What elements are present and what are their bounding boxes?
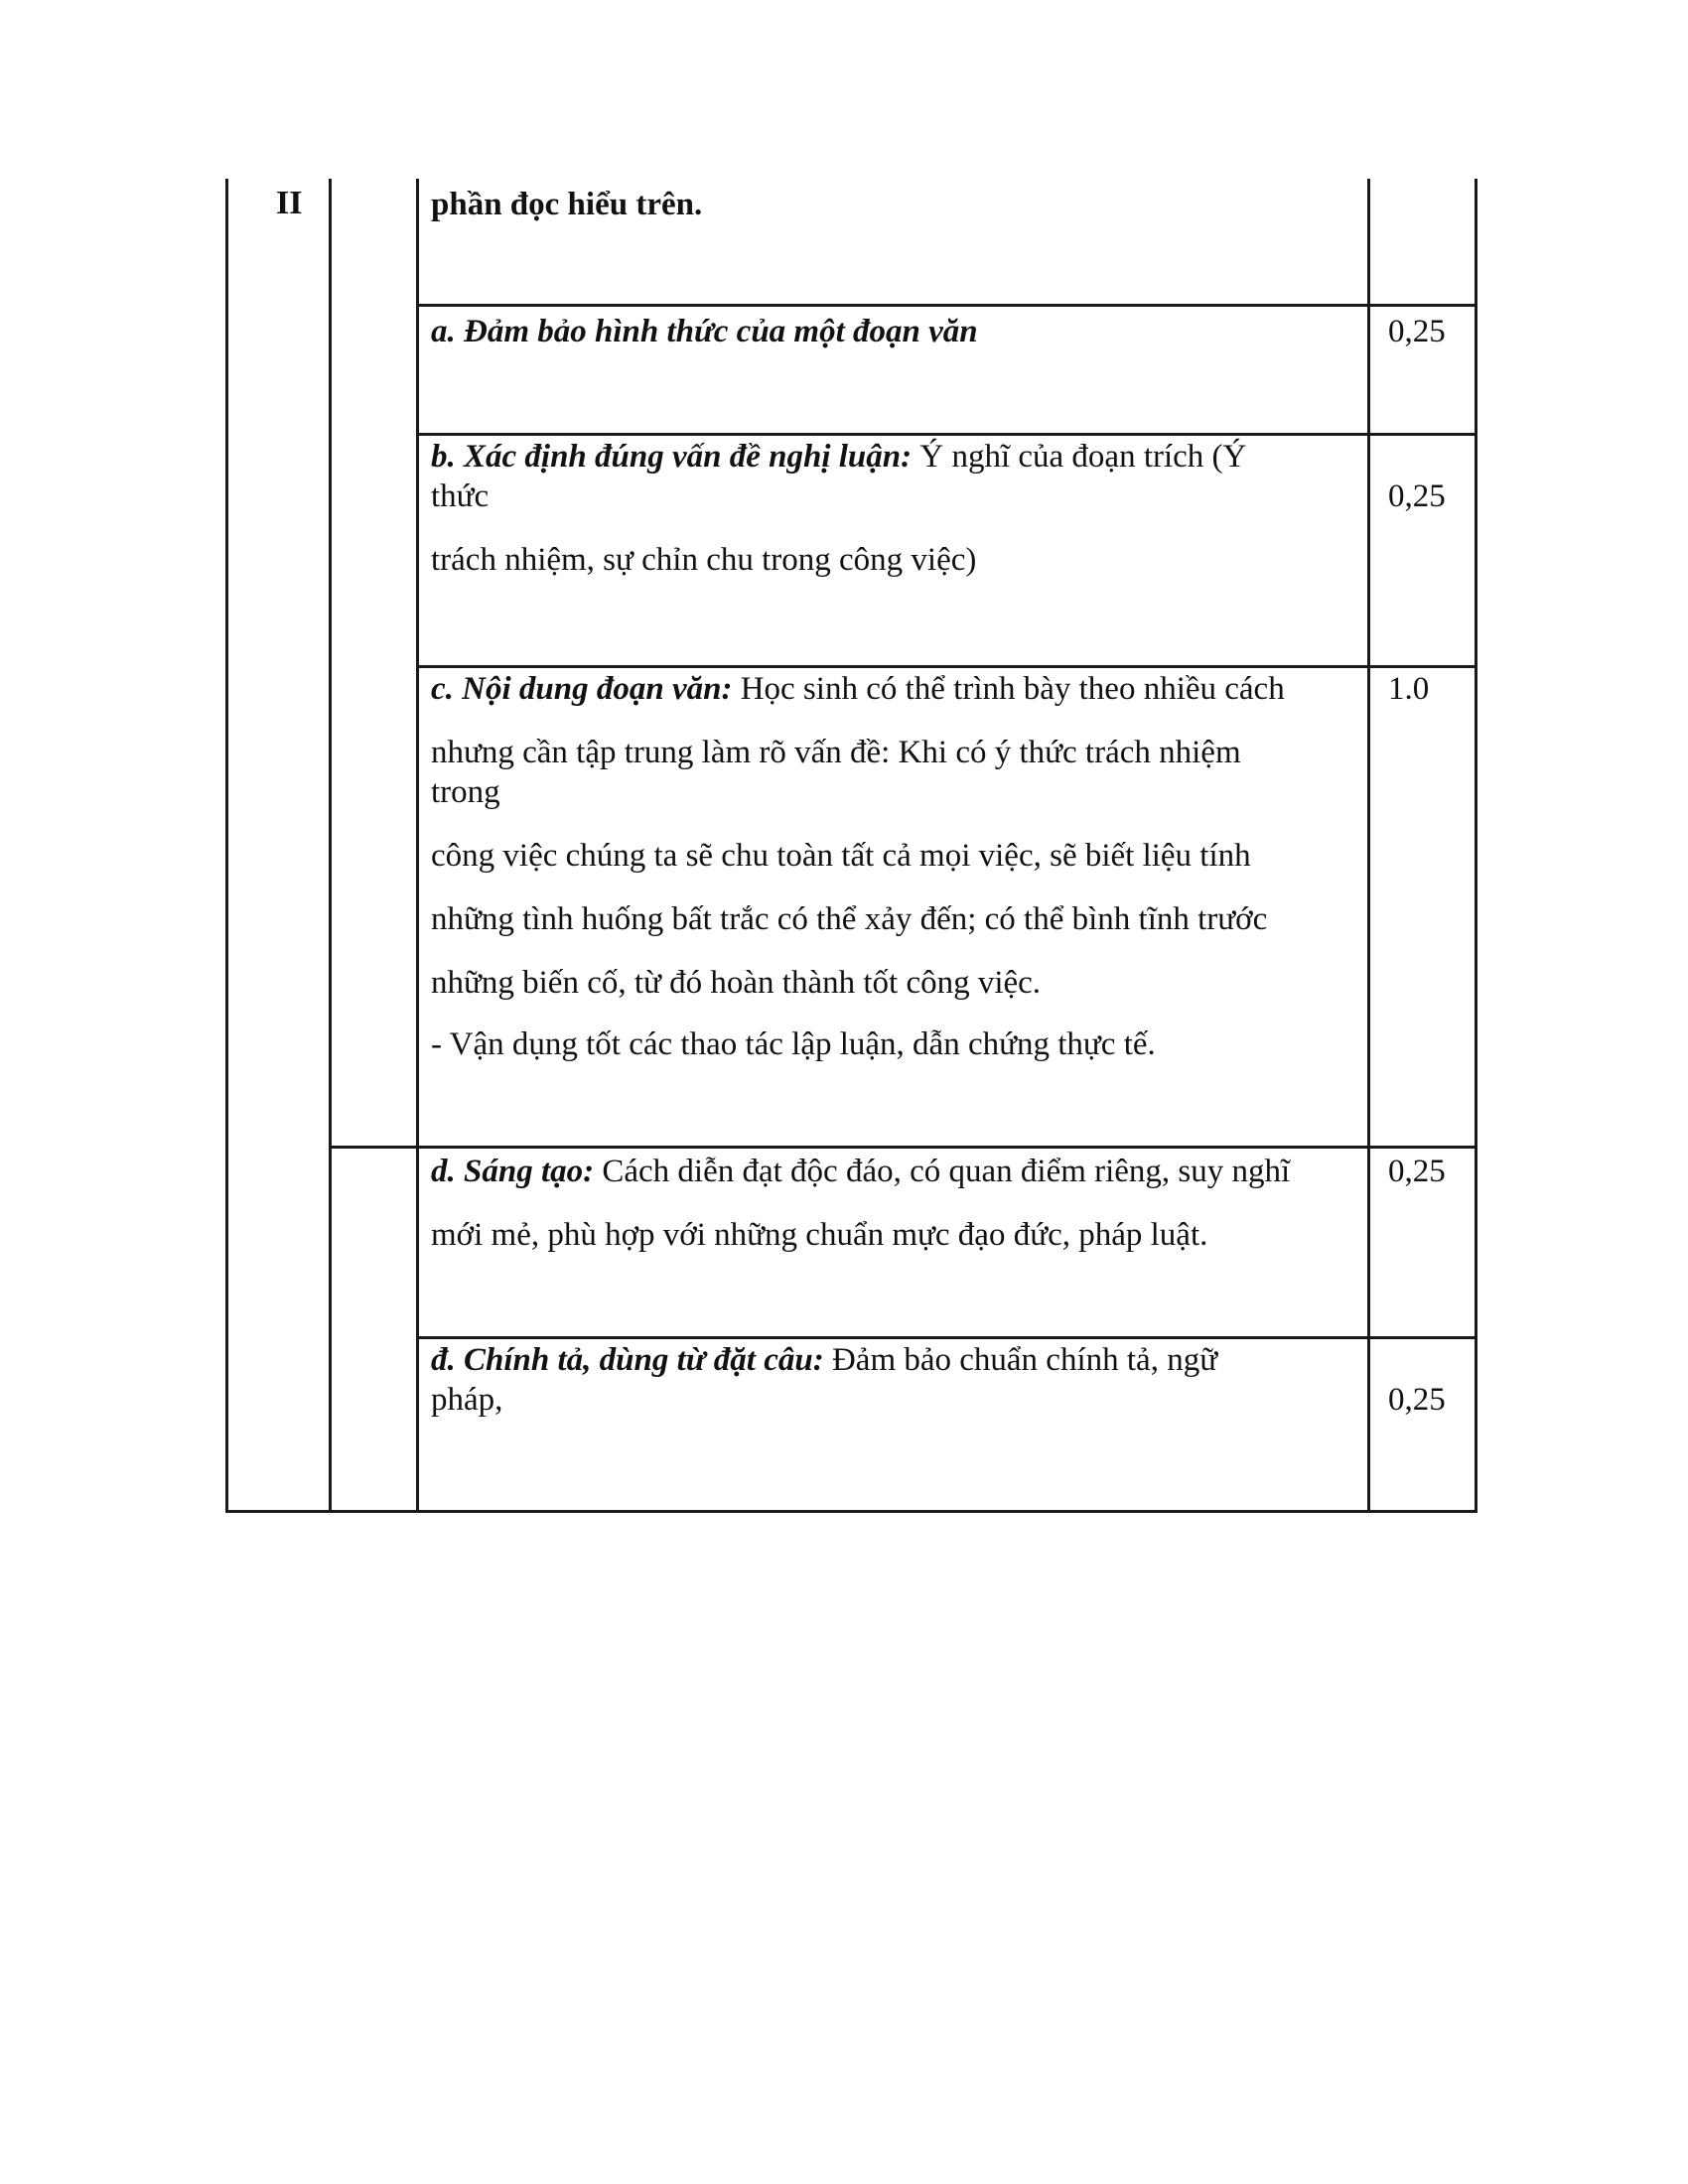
section-label: II (276, 185, 303, 221)
criterion-c-line-7: - Vận dụng tốt các thao tác lập luận, dẫn chứng thực tế. (431, 1026, 1156, 1062)
criterion-b-line-1-text: Ý nghĩ của đoạn trích (Ý (919, 439, 1247, 475)
criterion-dd-line-1 (431, 1340, 1217, 1380)
table-divider-1 (329, 179, 332, 1513)
criterion-a-score: 0,25 (1388, 314, 1446, 349)
criterion-d-line-1-text: Cách diễn đạt độc đáo, có quan điểm riêng, suy nghĩ (602, 1154, 1291, 1189)
criterion-c-heading: c. Nội dung đoạn văn: (431, 671, 733, 707)
criterion-b-heading: b. Xác định đúng vấn đề nghị luận: (431, 439, 913, 475)
criterion-c-line-1 (431, 669, 1285, 709)
criterion-d-text (431, 1152, 1290, 1255)
criterion-b-line-3: trách nhiệm, sự chỉn chu trong công việc) (431, 542, 977, 578)
intro-text: phần đọc hiểu trên. (431, 187, 703, 222)
table-border-bottom (225, 1510, 1477, 1513)
criterion-b-score: 0,25 (1388, 478, 1446, 514)
criterion-b-line-2: thức (431, 478, 490, 514)
criterion-d-line-2: mới mẻ, phù hợp với những chuẩn mực đạo đức, pháp luật. (431, 1217, 1208, 1253)
row-divider-3 (416, 665, 1477, 668)
criterion-c-line-1-text: Học sinh có thể trình bày theo nhiều cách (740, 671, 1285, 707)
table-divider-3 (1367, 179, 1370, 1513)
criterion-c-line-3: trong (431, 774, 500, 810)
criterion-dd-line-1-text: Đảm bảo chuẩn chính tả, ngữ (831, 1342, 1218, 1378)
row-divider-5 (416, 1336, 1477, 1339)
criterion-c-score: 1.0 (1388, 671, 1430, 707)
criterion-a-heading: a. Đảm bảo hình thức của một đoạn văn (431, 314, 978, 349)
criterion-c-line-5: những tình huống bất trắc có thể xảy đến; có thể bình tĩnh trước (431, 901, 1268, 937)
table-divider-2 (416, 179, 419, 1513)
row-divider-1 (416, 304, 1477, 307)
table-border-right (1475, 179, 1477, 1513)
criterion-d-score: 0,25 (1388, 1154, 1446, 1189)
row-divider-2 (416, 433, 1477, 436)
criterion-c-line-4: công việc chúng ta sẽ chu toàn tất cả mọi việc, sẽ biết liệu tính (431, 838, 1251, 874)
criterion-c-line-6: những biến cố, từ đó hoàn thành tốt công việc. (431, 965, 1042, 1001)
criterion-c-line-2: nhưng cần tập trung làm rõ vấn đề: Khi có ý thức trách nhiệm (431, 735, 1241, 770)
criterion-b-text (431, 437, 1246, 580)
criterion-dd-text (431, 1340, 1217, 1420)
criterion-b-line-1 (431, 437, 1246, 477)
criterion-d-heading: d. Sáng tạo: (431, 1154, 595, 1189)
criterion-dd-heading: đ. Chính tả, dùng từ đặt câu: (431, 1342, 824, 1378)
criterion-d-line-1 (431, 1152, 1290, 1191)
criterion-dd-score: 0,25 (1388, 1382, 1446, 1418)
row-divider-4 (329, 1146, 1477, 1149)
criterion-dd-line-2: pháp, (431, 1382, 503, 1418)
table-border-left (225, 179, 228, 1513)
criterion-c-text (431, 669, 1285, 1064)
